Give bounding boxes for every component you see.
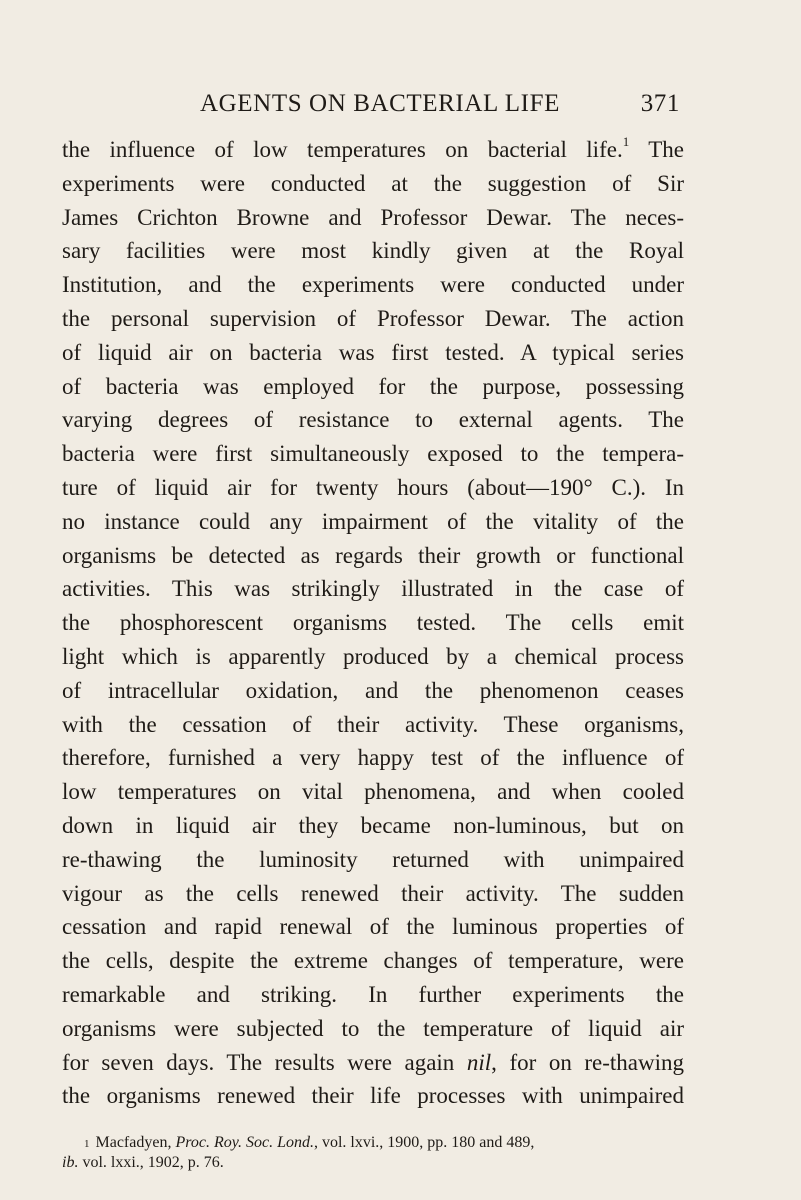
text-line-22: re-thawing the luminosity returned with unimpaired xyxy=(62,846,684,872)
text-line-21: down in liquid air they became non-luminous, but on xyxy=(62,812,684,838)
page-number: 371 xyxy=(640,90,680,117)
text-line-17: of intracellular oxidation, and the phenomenon ceases xyxy=(62,677,684,703)
text-line-1: the influence of low temperatures on bacterial life.$^1$ The xyxy=(62,134,684,162)
footnote-reference: 1 xyxy=(622,134,630,149)
text-line-5: Institution, and the experiments were conducted under xyxy=(62,272,684,298)
text-line-26: remarkable and striking. In further experiments the xyxy=(62,981,684,1007)
footnote-mark: 1 xyxy=(84,1138,90,1150)
footnote xyxy=(62,1133,684,1173)
text-line-29: the organisms renewed their life processes with unimpaired xyxy=(62,1083,684,1109)
footnote-line-2: ib. vol. lxxi., 1902, p. 76. xyxy=(62,1154,224,1171)
text-line-16: light which is apparently produced by a chemical process xyxy=(62,643,684,669)
text-line-19: therefore, furnished a very happy test of the influence of xyxy=(62,745,684,771)
running-head xyxy=(200,86,680,122)
text-line-24: cessation and rapid renewal of the luminous properties of xyxy=(62,914,684,940)
text-line-9: varying degrees of resistance to external agents. The xyxy=(62,407,684,433)
running-head-title: AGENTS ON BACTERIAL LIFE xyxy=(200,90,560,117)
text-line-10: bacteria were first simultaneously exposed to the tempera- xyxy=(62,441,684,467)
text-line-4: sary facilities were most kindly given at the Royal xyxy=(62,238,684,264)
text-line-7: of liquid air on bacteria was first tested. A typical series xyxy=(62,339,684,365)
text-line-6: the personal supervision of Professor Dewar. The action xyxy=(62,305,684,331)
text-line-13: organisms be detected as regards their growth or functional xyxy=(62,542,684,568)
text-line-20: low temperatures on vital phenomena, and when cooled xyxy=(62,779,684,805)
text-line-23: vigour as the cells renewed their activity. The sudden xyxy=(62,880,684,906)
text-line-12: no instance could any impairment of the vitality of the xyxy=(62,508,684,534)
text-line-27: organisms were subjected to the temperature of liquid air xyxy=(62,1015,684,1041)
italic-nil: nil xyxy=(466,1049,492,1075)
text-line-3: James Crichton Browne and Professor Dewar. The neces- xyxy=(62,204,684,230)
footnote-line-1: $^1$ Macfadyen, Proc. Roy. Soc. Lond., vol. lxvi., 1900, pp. 180 and 489, xyxy=(84,1134,535,1151)
text-line-18: with the cessation of their activity. These organisms, xyxy=(62,711,684,737)
text-line-11: ture of liquid air for twenty hours (about—190° C.). In xyxy=(62,474,684,500)
text-line-25: the cells, despite the extreme changes of temperature, were xyxy=(62,948,684,974)
text-line-15: the phosphorescent organisms tested. The cells emit xyxy=(62,610,684,636)
text-line-2: experiments were conducted at the suggestion of Sir xyxy=(62,170,684,196)
body-text xyxy=(62,133,684,1113)
text-line-28: for seven days. The results were again nil, for on re-thawing xyxy=(62,1049,684,1075)
text-line-8: of bacteria was employed for the purpose, possessing xyxy=(62,373,684,399)
text-line-14: activities. This was strikingly illustrated in the case of xyxy=(62,576,684,602)
